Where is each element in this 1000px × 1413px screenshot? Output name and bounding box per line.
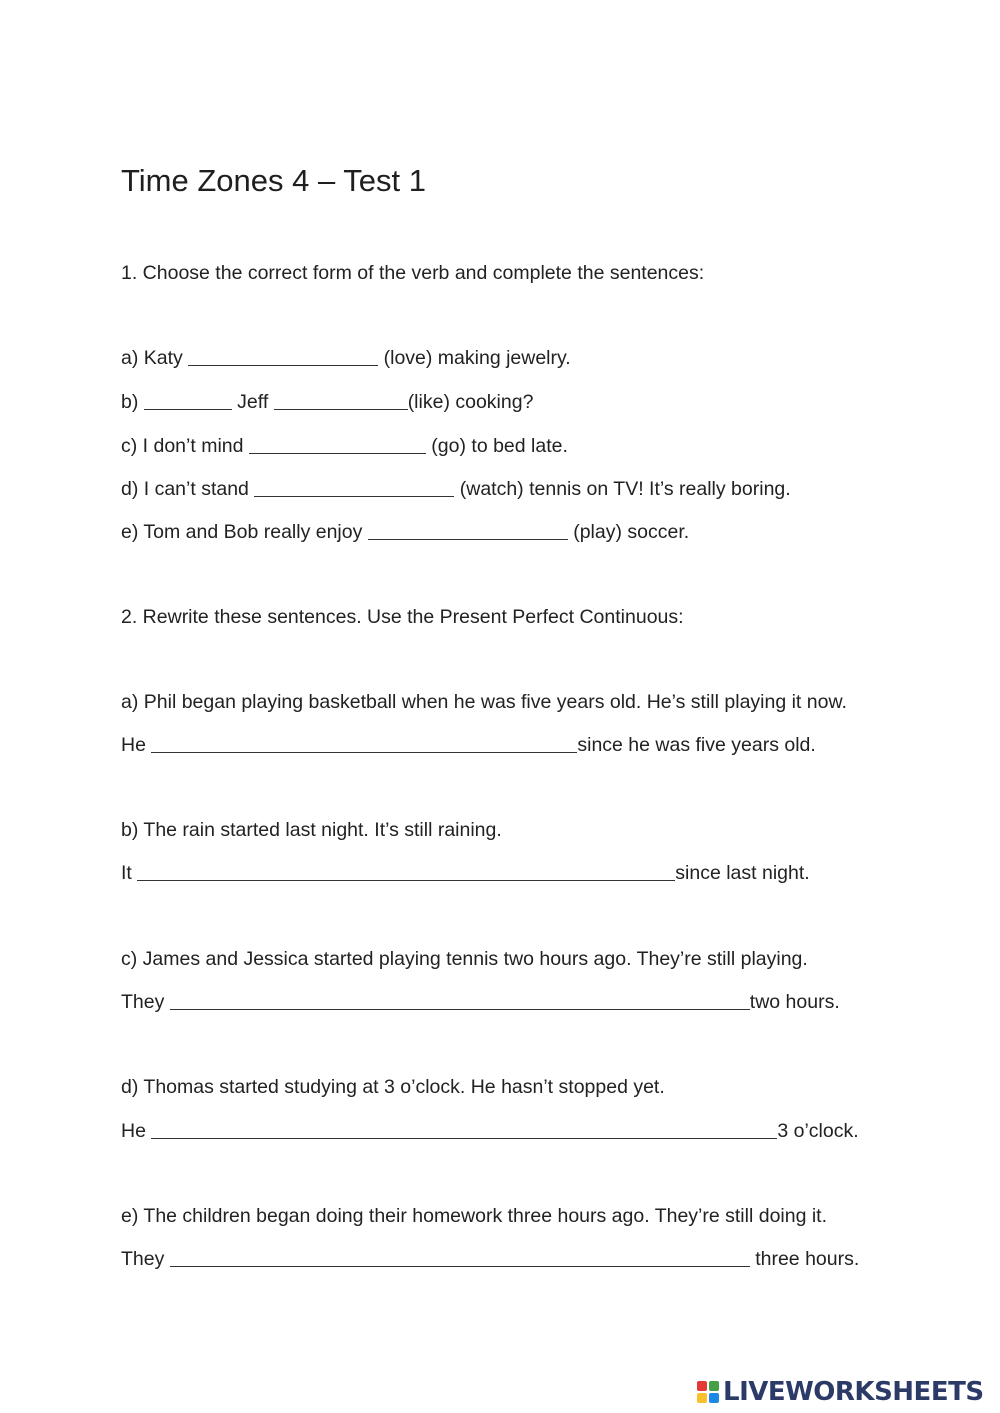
exercise-1d-start: d) I can’t stand: [121, 478, 255, 500]
exercise-2d-prompt: d) Thomas started studying at 3 o’clock. He hasn’t stopped yet.: [121, 1076, 665, 1098]
worksheet-title: Time Zones 4 – Test 1: [121, 163, 426, 198]
exercise-2d-start: He: [121, 1120, 152, 1142]
exercise-2e-answer-line: [121, 1247, 859, 1271]
answer-blank-1e[interactable]: [368, 522, 568, 540]
section-1-heading: 1. Choose the correct form of the verb and complete the sentences:: [121, 262, 705, 284]
exercise-2b-end: since last night.: [675, 862, 810, 884]
exercise-2b-start: It: [121, 862, 138, 884]
answer-blank-1d[interactable]: [254, 479, 454, 497]
exercise-1c-end: (go) to bed late.: [425, 435, 568, 457]
exercise-1a-start: a) Katy: [121, 347, 189, 369]
exercise-1d-end: (watch) tennis on TV! It’s really boring.: [454, 478, 791, 500]
exercise-2b-prompt: b) The rain started last night. It’s still raining.: [121, 819, 502, 841]
exercise-2c-prompt: c) James and Jessica started playing tennis two hours ago. They’re still playing.: [121, 948, 808, 970]
answer-blank-2c[interactable]: [170, 992, 750, 1010]
logo-square-red: [697, 1381, 707, 1391]
exercise-1c: [121, 434, 568, 458]
exercise-2c-end: two hours.: [749, 991, 840, 1013]
exercise-2b-answer-line: [121, 861, 810, 885]
exercise-2d-end: 3 o’clock.: [777, 1120, 859, 1142]
answer-blank-1b-verb[interactable]: [274, 392, 408, 410]
section-2-heading: 2. Rewrite these sentences. Use the Present Perfect Continuous:: [121, 606, 684, 628]
exercise-1d: [121, 477, 791, 501]
logo-icon: [697, 1381, 719, 1403]
exercise-2d-answer-line: [121, 1119, 859, 1143]
exercise-2c-start: They: [121, 991, 170, 1013]
logo-text: LIVEWORKSHEETS: [723, 1377, 984, 1407]
answer-blank-2e[interactable]: [170, 1249, 750, 1267]
answer-blank-2b[interactable]: [137, 863, 675, 881]
exercise-2a-end: since he was five years old.: [577, 734, 816, 756]
exercise-2a-answer-line: [121, 733, 816, 757]
answer-blank-1a[interactable]: [188, 348, 378, 366]
logo-square-blue: [709, 1393, 719, 1403]
exercise-2c-answer-line: [121, 990, 840, 1014]
exercise-1b-mid: Jeff: [231, 391, 274, 413]
answer-blank-2a[interactable]: [151, 735, 577, 753]
exercise-2e-prompt: e) The children began doing their homework three hours ago. They’re still doing it.: [121, 1205, 828, 1227]
exercise-1a: [121, 346, 571, 370]
exercise-1b-end: (like) cooking?: [407, 391, 534, 413]
exercise-2e-end: three hours.: [749, 1248, 860, 1270]
exercise-1e-end: (play) soccer.: [567, 521, 690, 543]
exercise-2e-start: They: [121, 1248, 170, 1270]
exercise-1c-start: c) I don’t mind: [121, 435, 249, 457]
answer-blank-2d[interactable]: [151, 1121, 777, 1139]
logo-square-green: [709, 1381, 719, 1391]
exercise-1b-start: b): [121, 391, 144, 413]
liveworksheets-logo: [697, 1377, 984, 1407]
exercise-1b: [121, 390, 533, 414]
exercise-2a-prompt: a) Phil began playing basketball when he was five years old. He’s still playing it now.: [121, 691, 847, 713]
exercise-1e-start: e) Tom and Bob really enjoy: [121, 521, 368, 543]
answer-blank-1b-aux[interactable]: [144, 392, 232, 410]
answer-blank-1c[interactable]: [249, 436, 426, 454]
exercise-1e: [121, 520, 689, 544]
exercise-1a-end: (love) making jewelry.: [378, 347, 571, 369]
logo-square-yellow: [697, 1393, 707, 1403]
exercise-2a-start: He: [121, 734, 152, 756]
